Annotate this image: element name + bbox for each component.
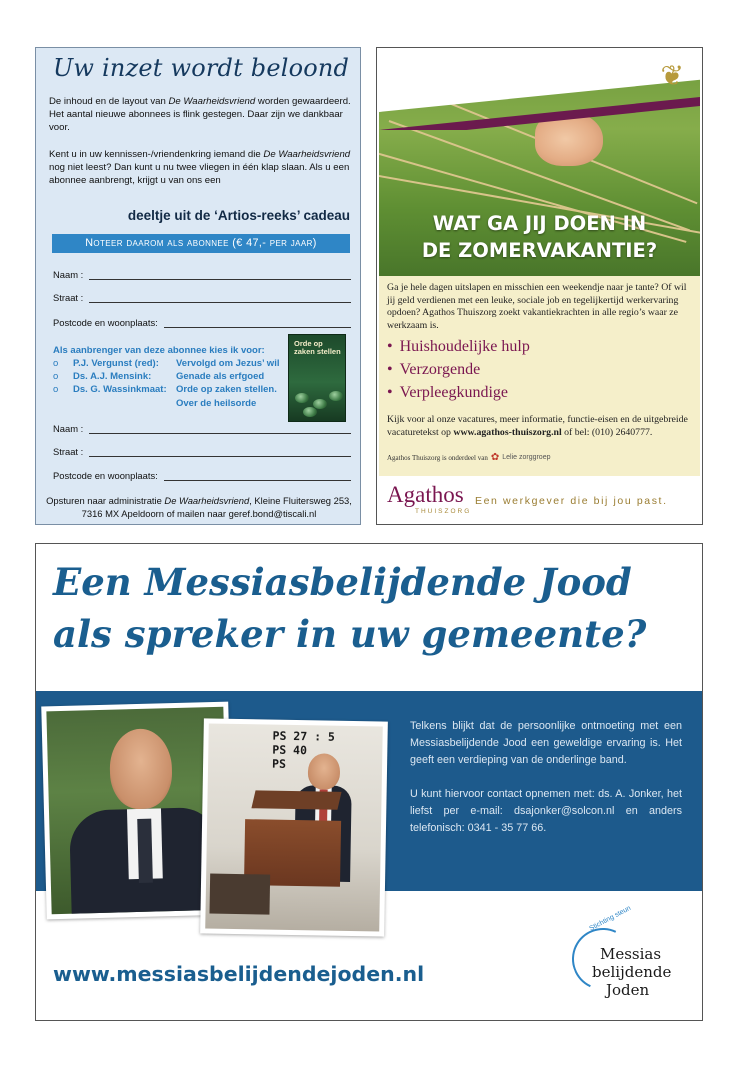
agathos-body xyxy=(379,276,700,476)
name-field-subscriber[interactable] xyxy=(53,266,351,280)
messias-website-link[interactable]: www.messiasbelijdendejoden.nl xyxy=(53,962,425,986)
form-gift-text: deeltje uit de ‘Artios-reeks’ cadeau xyxy=(127,208,350,223)
agathos-website-link[interactable]: www.agathos-thuiszorg.nl xyxy=(453,426,562,438)
book-choice-option[interactable] xyxy=(53,384,277,396)
street-field-referrer[interactable] xyxy=(53,443,351,457)
agathos-slogan: Een werkgever die bij jou past. xyxy=(475,495,668,507)
choice-book-title: Orde op zaken stellen. xyxy=(176,384,277,395)
form-invite-text xyxy=(49,148,351,187)
field-line[interactable] xyxy=(164,472,351,481)
psalm-line: PS 40 xyxy=(272,742,308,758)
agathos-logo-subtitle: THUISZORG xyxy=(415,508,472,515)
checkbox-circle-icon[interactable]: o xyxy=(53,371,59,382)
agathos-leaf-icon: ❦ xyxy=(660,60,684,91)
book-decoration xyxy=(329,391,343,401)
text-run: nog niet leest? Dan kunt u nu twee vliegen in één klap slaan. Als u een abonnee aanbrengt, krijgt u van ons een xyxy=(49,162,350,186)
street-field-subscriber[interactable] xyxy=(53,289,351,303)
head xyxy=(109,728,173,810)
text-run: , Kleine Fluitersweg 253, 7316 MX Apeldoorn of mailen naar geref.bond@tiscali.nl xyxy=(81,495,352,519)
postcode-field-subscriber[interactable] xyxy=(53,314,351,328)
job-list-item xyxy=(387,338,530,356)
choice-author: Ds. G. Wassinkmaat: xyxy=(73,384,167,395)
checkbox-circle-icon[interactable]: o xyxy=(53,384,59,395)
bullet-icon: • xyxy=(387,338,393,355)
book-decoration xyxy=(295,393,309,403)
subscribe-banner: Noteer daarom als abonnee (€ 47,- per jaar) xyxy=(52,234,350,253)
side-table xyxy=(209,874,270,915)
messias-heading xyxy=(53,556,693,660)
logo-word: Joden xyxy=(606,981,650,999)
postcode-field-referrer[interactable] xyxy=(53,467,351,481)
text-run: De inhoud en de layout van xyxy=(49,96,169,107)
book-choice-option[interactable] xyxy=(53,371,264,383)
heading-line: als spreker in uw gemeente? xyxy=(53,612,647,656)
agathos-headline xyxy=(379,210,700,264)
more-suffix: of bel: (010) 2640777. xyxy=(561,426,653,438)
logo-arc-text: Stichting steun xyxy=(588,904,633,933)
choice-book-subtitle: Over de heilsorde xyxy=(176,398,257,409)
more-prefix: Kijk voor al onze vacatures, meer informatie, functie-eisen en de uitgebreide vacaturetekst op xyxy=(387,414,688,438)
form-title: Uw inzet wordt beloond xyxy=(53,54,350,82)
messias-logo xyxy=(564,904,684,1012)
choice-book-title: Genade als erfgoed xyxy=(176,371,265,382)
lelie-name: Lelie zorggroep xyxy=(502,454,551,461)
bullet-icon: • xyxy=(387,361,393,378)
messias-ad-panel xyxy=(35,543,703,1021)
lectern-top xyxy=(251,790,341,809)
name-field-referrer[interactable] xyxy=(53,420,351,434)
logo-word: belijdende xyxy=(592,963,672,981)
hammock-photo xyxy=(379,50,700,276)
paragraph: U kunt hiervoor contact opnemen met: ds. A. Jonker, het liefst per e-mail: dsajonker@solcon.nl en anders telefonisch: 0341 - 35 77 66. xyxy=(410,788,682,834)
field-label: Straat : xyxy=(53,446,84,457)
publication-name: De Waarheidsvriend xyxy=(168,96,256,107)
lelie-text: Agathos Thuiszorg is onderdeel van xyxy=(387,453,488,462)
agathos-intro-text: Ga je hele dagen uitslapen en misschien een weekendje naar je tante? Of wil jij geld verdienen met een leuke, sociale job en tegelijkertijd werkervaring opdoen? Agathos Thuiszorg zoekt vakantiekrachten in alle regio’s waar ze werkzaam is. xyxy=(387,282,687,331)
field-label: Postcode en woonplaats: xyxy=(53,470,158,481)
choice-heading: Als aanbrenger van deze abonnee kies ik voor: xyxy=(53,345,265,356)
book-cover-title: Orde op zaken stellen xyxy=(294,339,341,356)
job-label: Huishoudelijke hulp xyxy=(399,338,530,355)
text-run: Opsturen naar administratie xyxy=(46,495,165,506)
field-line[interactable] xyxy=(89,271,351,280)
paragraph: Telkens blijkt dat de persoonlijke ontmoeting met een Messiasbelijdende Jood een geweldige ervaring is. Het geeft een verdieping van de onderlinge band. xyxy=(410,720,682,766)
publication-name: De Waarheidsvriend xyxy=(164,495,250,506)
lelie-flower-icon: ✿ xyxy=(490,452,500,463)
messias-body-text xyxy=(410,718,682,854)
headline-line: DE ZOMERVAKANTIE? xyxy=(421,239,658,262)
agathos-ad-panel xyxy=(376,47,703,525)
book-decoration xyxy=(303,407,317,417)
job-label: Verpleegkundige xyxy=(399,384,509,401)
form-intro-text xyxy=(49,95,351,134)
headline-line: WAT GA JIJ DOEN IN xyxy=(432,212,647,235)
book-choice-option[interactable] xyxy=(53,358,279,370)
field-line[interactable] xyxy=(89,448,351,457)
job-list-item xyxy=(387,361,480,379)
field-label: Straat : xyxy=(53,292,84,303)
field-line[interactable] xyxy=(164,319,351,328)
field-label: Naam : xyxy=(53,269,84,280)
agathos-footer xyxy=(379,478,700,522)
psalm-line: PS xyxy=(271,756,287,771)
book-decoration xyxy=(313,399,327,409)
psalm-line: PS 27 : 5 xyxy=(272,728,336,744)
agathos-logo: Agathos xyxy=(387,482,464,507)
field-label: Naam : xyxy=(53,423,84,434)
job-list-item xyxy=(387,384,508,402)
bullet-icon: • xyxy=(387,384,393,401)
form-footer-address xyxy=(42,494,356,520)
tie xyxy=(137,819,153,883)
choice-author: Ds. A.J. Mensink: xyxy=(73,371,152,382)
field-line[interactable] xyxy=(89,294,351,303)
head xyxy=(308,753,341,790)
agathos-more-info xyxy=(387,414,695,439)
field-line[interactable] xyxy=(89,425,351,434)
heading-line: Een Messiasbelijdende Jood xyxy=(53,560,632,604)
text-run: Kent u in uw kennissen-/vriendenkring iemand die xyxy=(49,149,264,160)
job-label: Verzorgende xyxy=(399,361,481,378)
book-cover-image xyxy=(288,334,346,422)
lelie-note xyxy=(387,452,551,463)
speaker-lectern-photo xyxy=(200,718,388,936)
logo-word: Messias xyxy=(600,945,662,963)
checkbox-circle-icon[interactable]: o xyxy=(53,358,59,369)
subscription-form-panel xyxy=(35,47,361,525)
choice-author: P.J. Vergunst (red): xyxy=(73,358,159,369)
text-run: worden gewaardeerd. Het aantal nieuwe abonnees is flink gestegen. Daar zijn we dankbaar voor. xyxy=(49,96,351,133)
publication-name: De Waarheidsvriend xyxy=(263,149,351,160)
choice-book-title: Vervolgd om Jezus’ wil xyxy=(176,358,280,369)
field-label: Postcode en woonplaats: xyxy=(53,317,158,328)
